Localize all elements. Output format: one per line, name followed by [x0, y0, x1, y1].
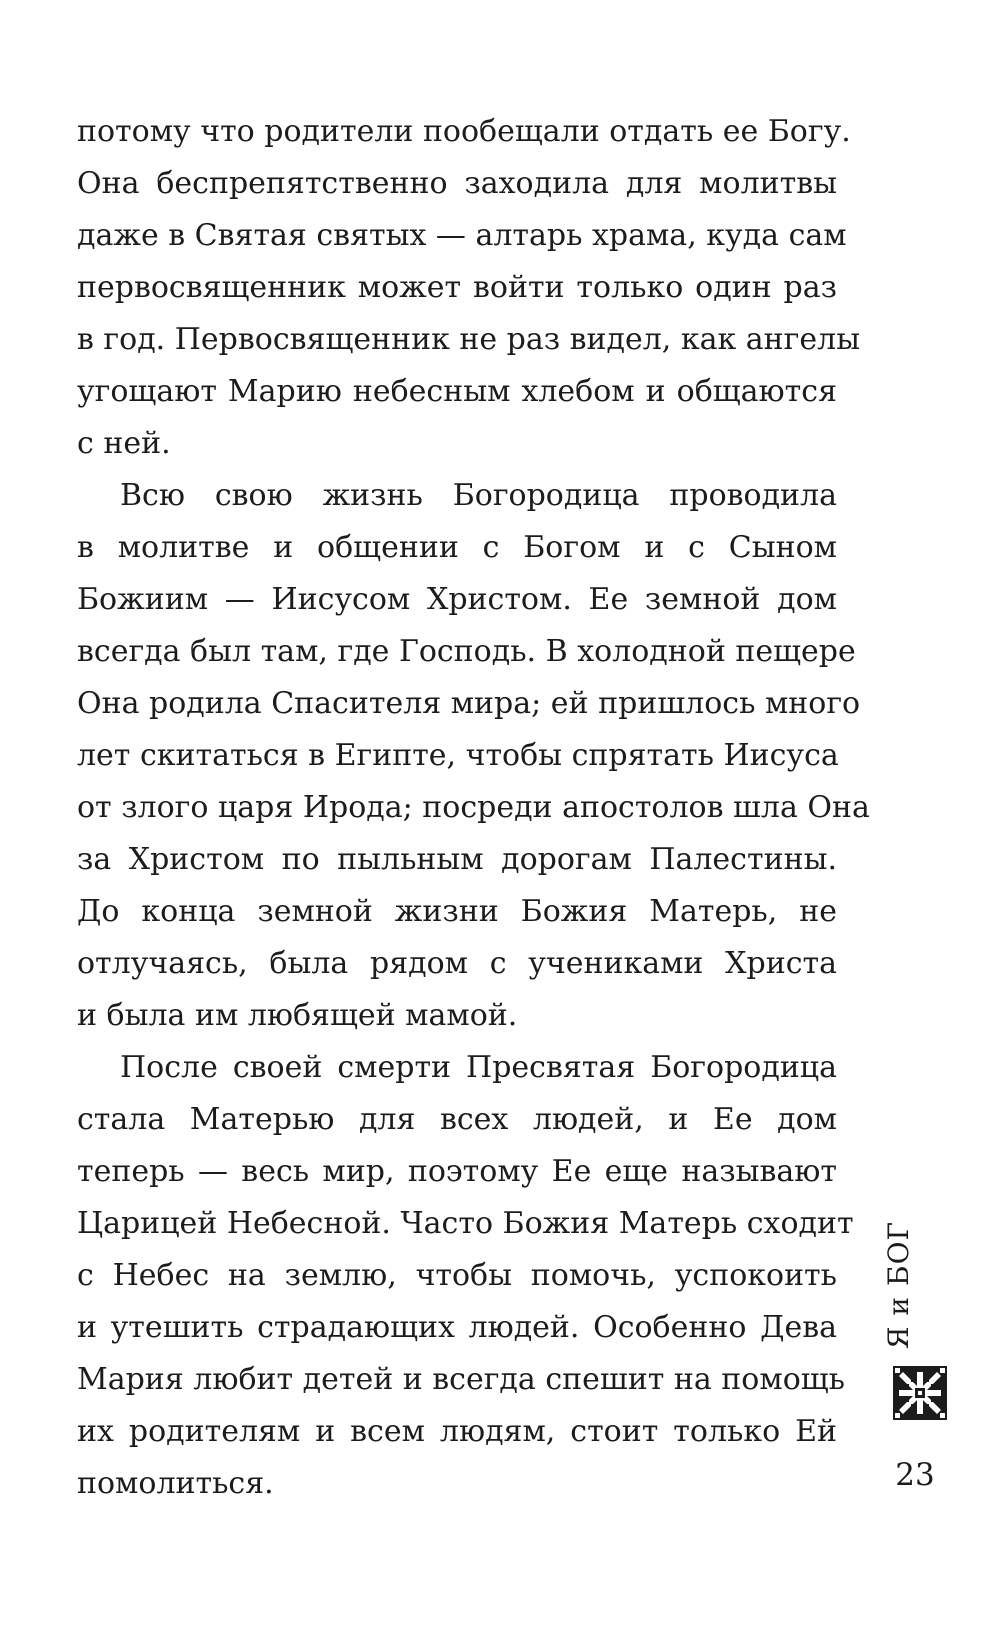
text-line: их родителям и всем людям, стоит только Ей	[77, 1414, 837, 1449]
text-line: теперь — весь мир, поэтому Ее еще называют	[77, 1154, 837, 1189]
text-line: Она родила Спасителя мира; ей пришлось много	[77, 686, 861, 721]
paragraph-1	[77, 106, 861, 470]
text-line: потому что родители пообещали отдать ее Богу.	[77, 114, 851, 149]
page-number: 23	[895, 1457, 935, 1493]
text-line: с ней.	[77, 426, 171, 461]
text-line: даже в Святая святых — алтарь храма, куда сам	[77, 218, 847, 253]
text-line: лет скитаться в Египте, чтобы спрятать Иисуса	[77, 738, 839, 773]
text-line: в молитве и общении с Богом и с Сыном	[77, 530, 837, 565]
paragraph-2	[77, 470, 870, 1042]
text-line: помолиться.	[77, 1466, 274, 1501]
text-line: Царицей Небесной. Часто Божия Матерь сходит	[77, 1206, 854, 1241]
snowflake-ornament-icon	[893, 1366, 947, 1420]
running-head: Я и БОГ	[882, 1220, 915, 1350]
text-line: стала Матерью для всех людей, и Ее дом	[77, 1102, 837, 1137]
text-line: и была им любящей мамой.	[77, 998, 518, 1033]
text-line: Божиим — Иисусом Христом. Ее земной дом	[77, 582, 837, 617]
text-line: отлучаясь, была рядом с учениками Христа	[77, 946, 837, 981]
text-line: за Христом по пыльным дорогам Палестины.	[77, 842, 837, 877]
text-line: всегда был там, где Господь. В холодной пещере	[77, 634, 856, 669]
text-line: в год. Первосвященник не раз видел, как ангелы	[77, 322, 861, 357]
text-line: с Небес на землю, чтобы помочь, успокоить	[77, 1258, 837, 1293]
text-line: угощают Марию небесным хлебом и общаются	[77, 374, 837, 409]
text-line: Всю свою жизнь Богородица проводила	[120, 478, 837, 513]
text-line: Она беспрепятственно заходила для молитвы	[77, 166, 837, 201]
text-line: После своей смерти Пресвятая Богородица	[120, 1050, 837, 1085]
text-line: До конца земной жизни Божия Матерь, не	[77, 894, 837, 929]
text-line: Мария любит детей и всегда спешит на помощь	[77, 1362, 845, 1397]
page-body	[77, 106, 870, 1510]
text-line: от злого царя Ирода; посреди апостолов шла Она	[77, 790, 870, 825]
text-line: первосвященник может войти только один раз	[77, 270, 837, 305]
paragraph-3	[77, 1042, 854, 1510]
text-line: и утешить страдающих людей. Особенно Дева	[77, 1310, 837, 1345]
